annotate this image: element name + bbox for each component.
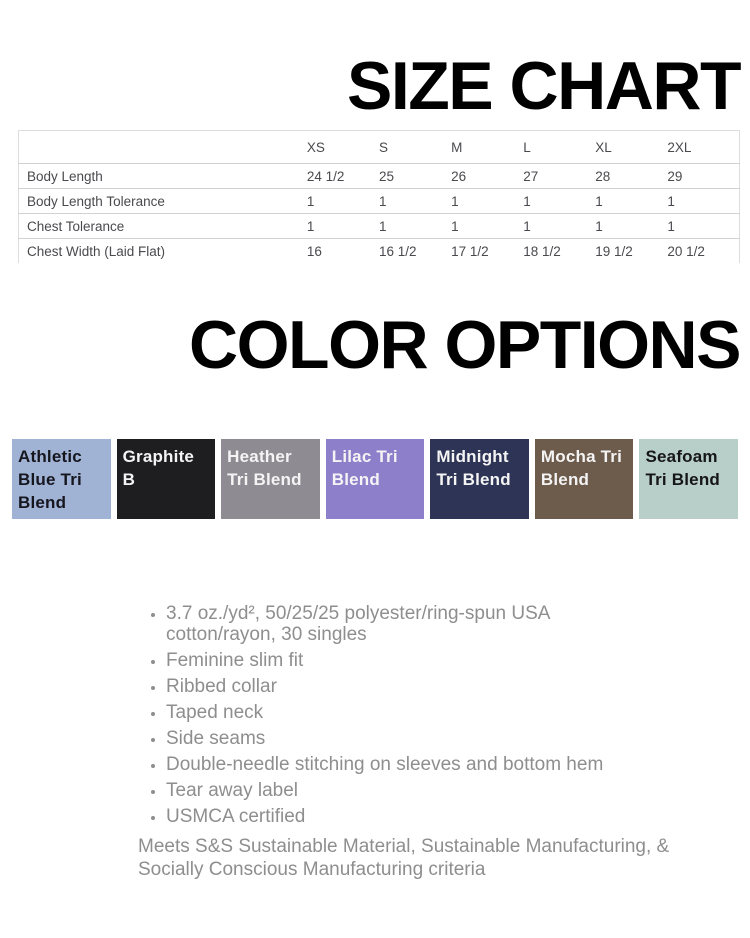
size-cell: 1 [379, 218, 387, 234]
size-column-2xl: 2XL [667, 139, 692, 155]
size-cell: 1 [523, 193, 531, 209]
color-swatch-label: Seafoam Tri Blend [645, 447, 721, 489]
size-cell: 19 1/2 [595, 243, 633, 259]
sustainability-note: Meets S&S Sustainable Material, Sustainable Manufacturing, & Socially Conscious Manufacturing criteria [138, 836, 670, 880]
color-swatch-label: Midnight Tri Blend [436, 447, 511, 489]
size-cell: 25 [379, 168, 395, 184]
size-cell: 28 [595, 168, 611, 184]
feature-list [148, 603, 614, 827]
size-chart-table [18, 130, 740, 263]
size-chart-header-row [19, 131, 740, 164]
size-cell: 1 [306, 193, 315, 209]
table-row-body-length-tolerance [19, 189, 740, 214]
feature-item-label: • Tear away label [166, 780, 614, 801]
size-cell: 18 1/2 [523, 243, 561, 259]
color-swatch-heather-tri-blend[interactable] [221, 439, 320, 519]
color-swatch-athletic-blue-tri-blend[interactable] [12, 439, 111, 519]
size-cell: 1 [379, 193, 387, 209]
table-row-body-length [19, 164, 740, 189]
size-cell: 20 1/2 [667, 243, 705, 259]
size-cell: 1 [306, 218, 315, 234]
size-column-xs: XS [306, 139, 325, 155]
size-cell: 1 [595, 218, 603, 234]
size-cell: 17 1/2 [451, 243, 489, 259]
feature-item-collar: • Ribbed collar [166, 676, 614, 697]
size-cell: 1 [667, 218, 675, 234]
color-options-title: COLOR OPTIONS [189, 307, 740, 383]
color-swatch-seafoam-tri-blend[interactable] [639, 439, 738, 519]
row-label: Body Length [27, 168, 103, 184]
color-swatch-label: Heather Tri Blend [227, 447, 302, 489]
feature-item-stitching: • Double-needle stitching on sleeves and bottom hem [166, 754, 614, 775]
size-cell: 29 [667, 168, 683, 184]
color-swatch-row [12, 439, 738, 519]
color-swatch-label: Graphite B [122, 447, 195, 489]
table-row-chest-tolerance [19, 214, 740, 239]
row-label: Body Length Tolerance [27, 193, 165, 209]
feature-item-certification: • USMCA certified [166, 806, 614, 827]
size-cell: 26 [451, 168, 467, 184]
size-column-l: L [523, 139, 531, 155]
color-swatch-label: Lilac Tri Blend [331, 447, 398, 489]
color-swatch-mocha-tri-blend[interactable] [535, 439, 634, 519]
size-cell: 24 1/2 [306, 168, 345, 184]
feature-item-neck: • Taped neck [166, 702, 614, 723]
size-cell: 1 [451, 218, 459, 234]
size-cell: 1 [451, 193, 459, 209]
size-column-s: S [379, 139, 389, 155]
product-features-section [0, 603, 750, 881]
color-swatch-graphite-b[interactable] [117, 439, 216, 519]
size-column-xl: XL [595, 139, 612, 155]
size-cell: 1 [523, 218, 531, 234]
size-column-m: M [451, 139, 463, 155]
color-swatch-lilac-tri-blend[interactable] [326, 439, 425, 519]
size-cell: 1 [667, 193, 675, 209]
color-swatch-label: Athletic Blue Tri Blend [18, 447, 82, 512]
row-label: Chest Tolerance [27, 218, 125, 234]
size-cell: 16 [306, 243, 322, 259]
size-chart-header-empty-cell [19, 131, 307, 164]
size-chart-title: SIZE CHART [347, 48, 740, 124]
size-cell: 1 [595, 193, 603, 209]
size-cell: 16 1/2 [379, 243, 417, 259]
table-row-chest-width [19, 239, 740, 264]
size-cell: 27 [523, 168, 539, 184]
feature-item-fit: • Feminine slim fit [166, 650, 614, 671]
row-label: Chest Width (Laid Flat) [27, 243, 166, 259]
color-swatch-midnight-tri-blend[interactable] [430, 439, 529, 519]
color-swatch-label: Mocha Tri Blend [540, 447, 623, 489]
feature-item-seams: • Side seams [166, 728, 614, 749]
feature-item-fabric: • 3.7 oz./yd², 50/25/25 polyester/ring-spun USA cotton/rayon, 30 singles [166, 603, 614, 645]
